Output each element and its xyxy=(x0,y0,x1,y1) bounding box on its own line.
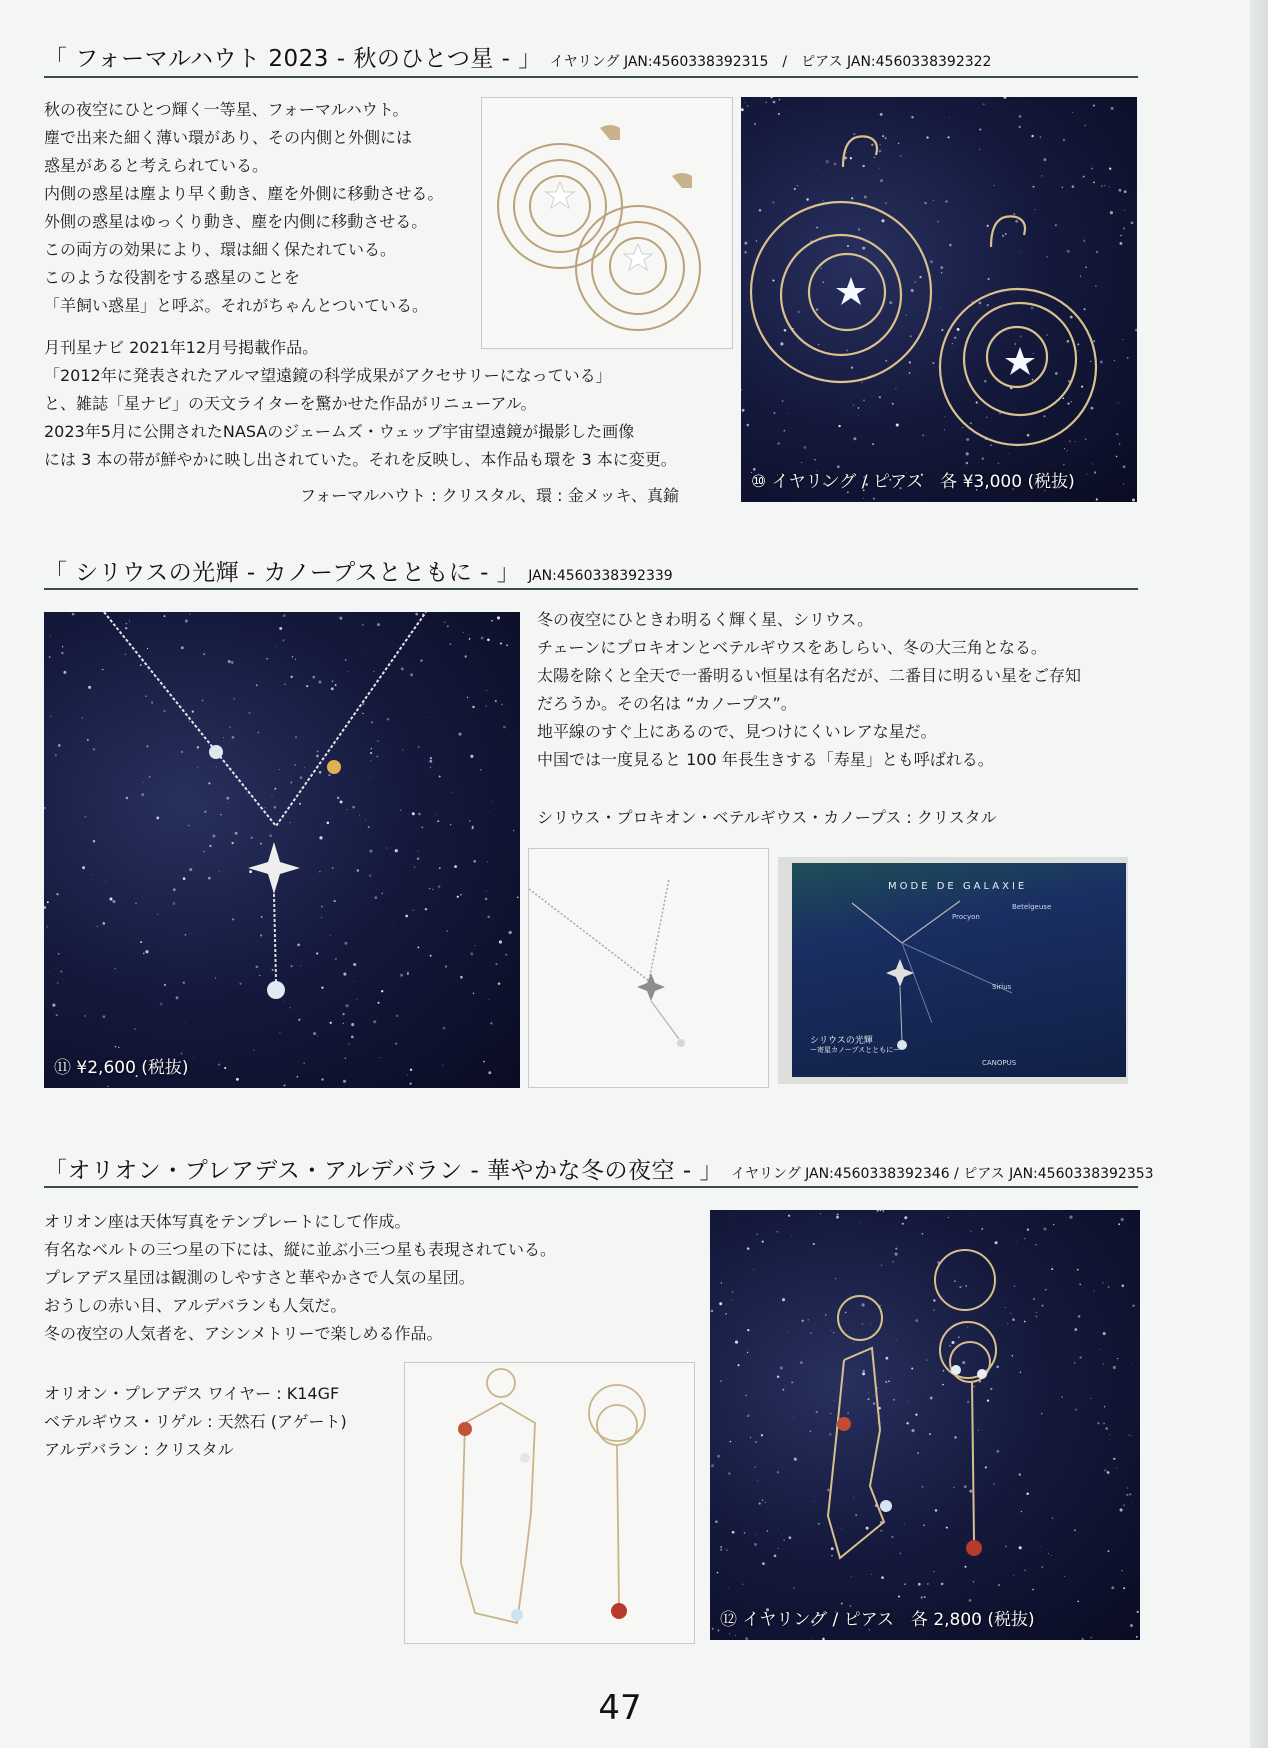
card-star-betelgeuse: Betelgeuse xyxy=(1012,903,1052,911)
orion-materials xyxy=(44,1380,347,1464)
card-star-canopus: CANOPUS xyxy=(982,1059,1017,1067)
desc-line: だろうか。その名は “カノープス”。 xyxy=(537,694,797,713)
fomalhaut-model-photo xyxy=(741,97,1137,502)
orion-model-photo xyxy=(710,1210,1140,1640)
card-label: シリウスの光輝 xyxy=(810,1036,873,1046)
desc-line: オリオン座は天体写真をテンプレートにして作成。 xyxy=(44,1212,411,1231)
materials-line: フォーマルハウト : クリスタル、環 : 金メッキ、真鍮 xyxy=(300,486,679,505)
desc-line: 内側の惑星は塵より早く動き、塵を外側に移動させる。 xyxy=(44,184,444,203)
necklace-illustration xyxy=(44,612,520,1088)
desc-line: 中国では一度見ると 100 年長生きする「寿星」とも呼ばれる。 xyxy=(537,750,994,769)
history-line: と、雑誌「星ナビ」の天文ライターを驚かせた作品がリニューアル。 xyxy=(44,394,537,413)
jan-code: イヤリング JAN:4560338392346 / ピアス JAN:4560338392353 xyxy=(730,1166,1154,1182)
materials-line: シリウス・プロキオン・ベテルギウス・カノープス : クリスタル xyxy=(537,808,997,827)
desc-line: このような役割をする惑星のことを xyxy=(44,268,301,287)
orion-earrings-dark xyxy=(710,1210,1140,1640)
materials-line: アルデバラン : クリスタル xyxy=(44,1440,234,1459)
earring-rings-illustration xyxy=(482,98,733,349)
desc-line: 塵で出来た細く薄い環があり、その内側と外側には xyxy=(44,128,413,147)
desc-line: おうしの赤い目、アルデバランも人気だ。 xyxy=(44,1296,347,1315)
desc-line: チェーンにプロキオンとベテルギウスをあしらい、冬の大三角となる。 xyxy=(537,638,1047,657)
fomalhaut-product-photo xyxy=(481,97,733,349)
title-text: 「オリオン・プレアデス・アルデバラン - 華やかな冬の夜空 - 」 xyxy=(44,1158,723,1184)
jan-code: JAN:4560338392339 xyxy=(528,568,673,584)
desc-line: 外側の惑星はゆっくり動き、塵を内側に移動させる。 xyxy=(44,212,428,231)
card-sublabel: ー寄星カノープスとともにー xyxy=(810,1046,901,1054)
desc-line: 秋の夜空にひとつ輝く一等星、フォーマルハウト。 xyxy=(44,100,409,119)
desc-line: 「羊飼い惑星」と呼ぶ。それがちゃんとついている。 xyxy=(44,296,429,315)
section-fomalhaut-title xyxy=(44,40,991,73)
section-divider xyxy=(44,1186,1138,1188)
page-edge xyxy=(1250,0,1268,1748)
materials-line: ベテルギウス・リゲル : 天然石 (アゲート) xyxy=(44,1412,347,1431)
package-card xyxy=(792,863,1126,1077)
orion-earrings-white xyxy=(405,1363,695,1644)
history-line: 「2012年に発表されたアルマ望遠鏡の科学成果がアクセサリーになっている」 xyxy=(44,366,612,385)
title-text: 「 フォーマルハウト 2023 - 秋のひとつ星 - 」 xyxy=(44,46,542,72)
section-divider xyxy=(44,588,1138,590)
desc-line: 太陽を除くと全天で一番明るい恒星は有名だが、二番目に明るい星をご存知 xyxy=(537,666,1082,685)
desc-line: 冬の夜空の人気者を、アシンメトリーで楽しめる作品。 xyxy=(44,1324,443,1343)
section-divider xyxy=(44,76,1138,78)
fomalhaut-materials xyxy=(300,482,679,510)
earring-rings-dark xyxy=(741,97,1137,502)
fomalhaut-history xyxy=(44,334,677,474)
sirius-description xyxy=(537,606,1081,774)
materials-line: オリオン・プレアデス ワイヤー : K14GF xyxy=(44,1384,340,1403)
card-star-procyon: Procyon xyxy=(952,913,980,921)
desc-line: 冬の夜空にひときわ明るく輝く星、シリウス。 xyxy=(537,610,874,629)
desc-line: プレアデス星団は観測のしやすさと華やかさで人気の星団。 xyxy=(44,1268,475,1287)
desc-line: この両方の効果により、環は細く保たれている。 xyxy=(44,240,397,259)
sirius-product-photo xyxy=(528,848,769,1088)
card-star-sirius: Sirius xyxy=(992,983,1012,991)
price-caption: ⑪ ¥2,600 (税抜) xyxy=(54,1058,189,1078)
orion-product-photo xyxy=(404,1362,695,1644)
sirius-package-photo xyxy=(778,857,1128,1084)
title-text: 「 シリウスの光輝 - カノープスとともに - 」 xyxy=(44,560,521,586)
history-line: 月刊星ナビ 2021年12月号掲載作品。 xyxy=(44,338,319,357)
fomalhaut-description xyxy=(44,96,443,320)
sirius-materials xyxy=(537,804,997,832)
brand-logo: MODE DE GALAXIE xyxy=(888,881,1028,892)
section-orion-title xyxy=(44,1152,1154,1185)
page-number: 47 xyxy=(598,1688,642,1728)
price-caption: ⑫ イヤリング / ピアス 各 2,800 (税抜) xyxy=(720,1610,1035,1630)
desc-line: 有名なベルトの三つ星の下には、縦に並ぶ小三つ星も表現されている。 xyxy=(44,1240,557,1259)
desc-line: 地平線のすぐ上にあるので、見つけにくいレアな星だ。 xyxy=(537,722,937,741)
history-line: には 3 本の帯が鮮やかに映し出されていた。それを反映し、本作品も環を 3 本に変更。 xyxy=(44,450,677,469)
sirius-model-photo xyxy=(44,612,520,1088)
orion-description xyxy=(44,1208,556,1348)
history-line: 2023年5月に公開されたNASAのジェームズ・ウェッブ宇宙望遠鏡が撮影した画像 xyxy=(44,422,635,441)
necklace-white-illustration xyxy=(529,849,769,1088)
price-caption: ⑩ イヤリング / ピアス 各 ¥3,000 (税抜) xyxy=(751,472,1075,492)
jan-code: イヤリング JAN:4560338392315 / ピアス JAN:4560338392322 xyxy=(549,54,992,70)
section-sirius-title xyxy=(44,554,673,587)
desc-line: 惑星があると考えられている。 xyxy=(44,156,269,175)
